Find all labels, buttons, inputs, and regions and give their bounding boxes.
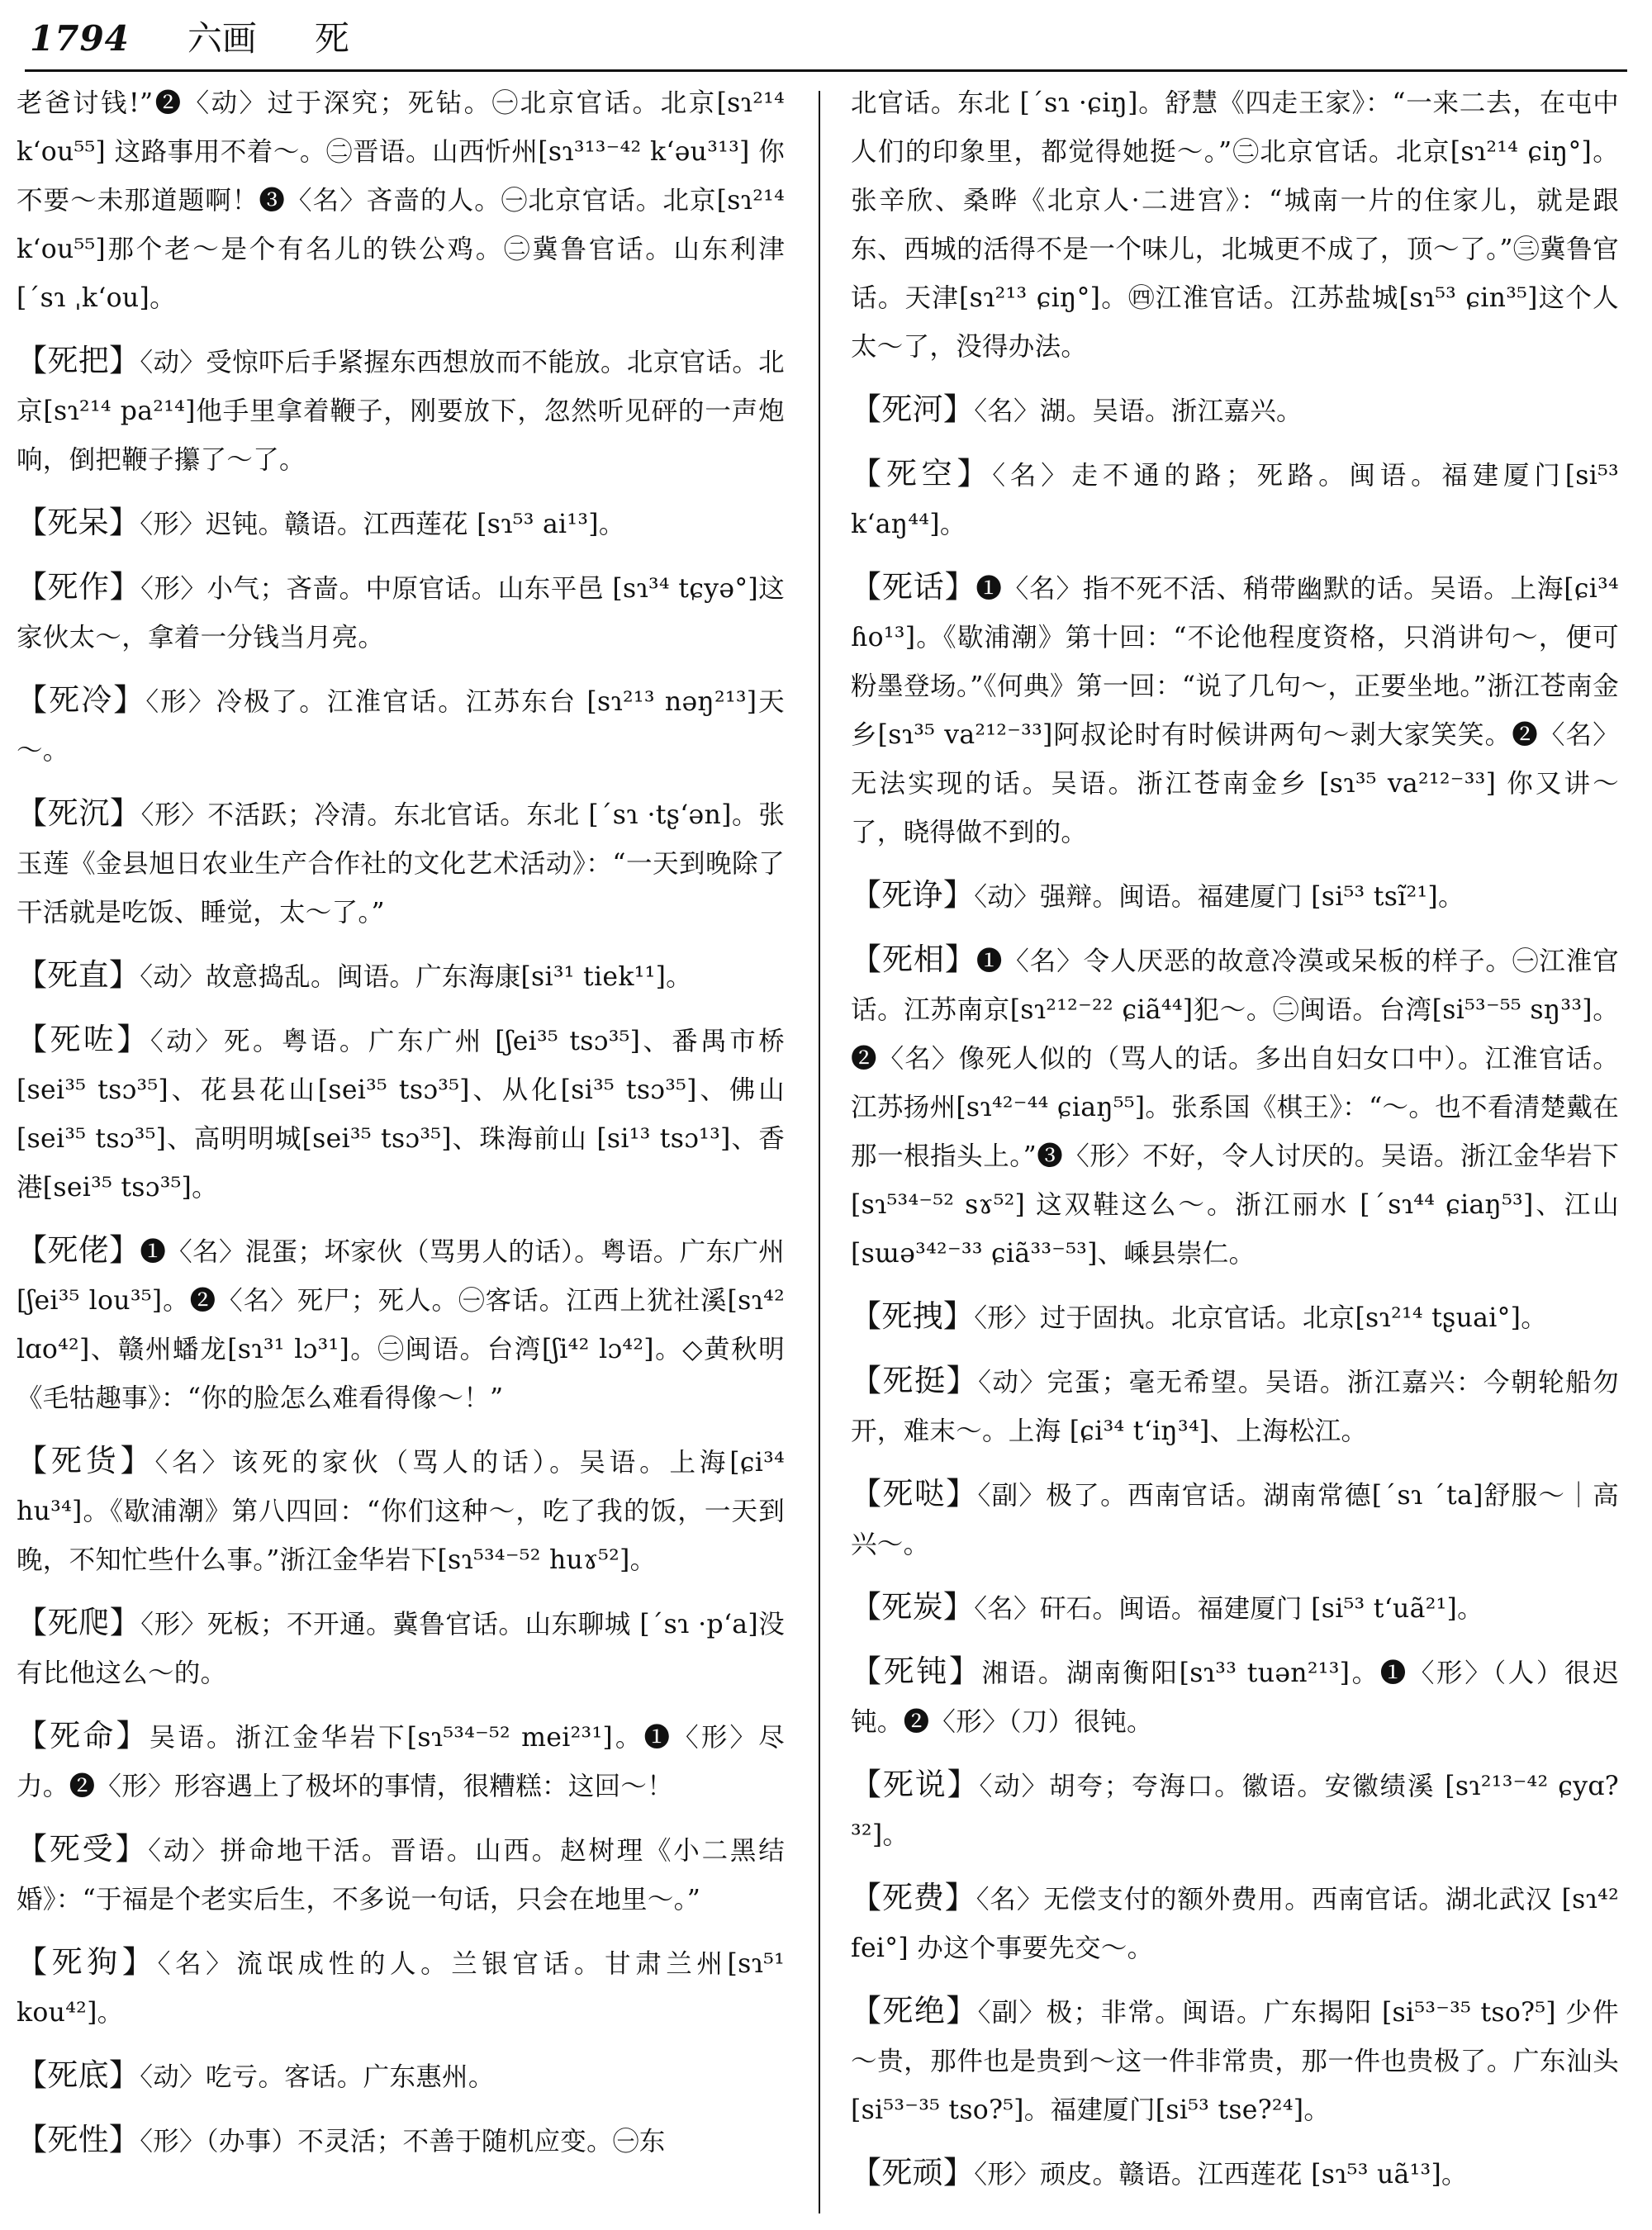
entry-definition: 〈名〉矸石。闽语。福建厦门 [si⁵³ tʻuã²¹]。 [974,1594,1483,1624]
entry-headword: 【死作】 [17,569,141,605]
entry-definition: 老爸讨钱!”❷〈动〉过于深究；死钻。㊀北京官话。北京[sɿ²¹⁴ kʻou⁵⁵] 这路事用不着～。㊁晋语。山西忻州[sɿ³¹³⁻⁴² kʻəu³¹³] 你不要～未那道题啊！❸〈名〉吝啬的人。㊀北京官话。北京[sɿ²¹⁴ kʻou⁵⁵]那个老～是个有名儿的铁公鸡。㊁冀鲁官话。山东利津[ˊsɿ ˌkʻou]。 [17,88,785,313]
entry-definition: 〈动〉死。粤语。广东广州 [ʃei³⁵ tsɔ³⁵]、番禺市桥[sei³⁵ tsɔ³⁵]、花县花山[sei³⁵ tsɔ³⁵]、从化[si³⁵ tsɔ³⁵]、佛山[sei³⁵ tsɔ³⁵]、高明明城[sei³⁵ tsɔ³⁵]、珠海前山 [si¹³ tsɔ¹³]、香港[sei³⁵ tsɔ³⁵]。 [17,1027,786,1203]
entry-definition: 〈名〉湖。吴语。浙江嘉兴。 [974,396,1303,426]
entry-headword: 【死顽】 [851,2155,975,2190]
dictionary-entry [851,1760,1619,1860]
entry-headword: 【死说】 [851,1767,980,1802]
entry-headword: 【死冷】 [17,682,146,718]
entry-headword: 【死相】 [851,942,976,977]
column-divider [819,91,820,2213]
dictionary-entry [17,1824,785,1924]
entry-headword: 【死狗】 [17,1944,158,1980]
entry-definition: 〈动〉吃亏。客话。广东惠州。 [140,2062,495,2092]
dictionary-entry [17,1436,785,1585]
entry-headword: 【死钝】 [851,1654,982,1689]
dictionary-entry [851,1469,1619,1569]
entry-definition: 〈动〉完蛋；毫无希望。吴语。浙江嘉兴：今朝轮船勿开，难末～。上海 [ɕi³⁴ tʻiŋ³⁴]、上海松江。 [851,1368,1619,1446]
dictionary-entry [17,498,785,549]
entry-headword: 【死费】 [851,1880,976,1915]
entry-continuation [17,79,785,323]
dictionary-entry [851,385,1619,436]
page-header [30,15,1616,63]
entry-definition: 〈动〉拼命地干活。晋语。山西。赵树理《小二黑结婚》：“于福是个老实后生，不多说一句话，只会在地里～。” [17,1836,786,1914]
entry-continuation [851,79,1619,372]
entry-headword: 【死性】 [17,2122,140,2157]
dictionary-entry [851,2148,1619,2199]
dictionary-entry [851,1873,1619,1973]
entry-definition: 吴语。浙江金华岩下[sɿ⁵³⁴⁻⁵² mei²³¹]。❶〈形〉尽力。❷〈形〉形容遇上了极坏的事情，很糟糕：这回～！ [17,1723,785,1801]
entry-definition: 〈形〉过于固执。北京官话。北京[sɿ²¹⁴ tʂuai°]。 [974,1303,1548,1333]
entry-headword: 【死挺】 [851,1363,979,1398]
entry-definition: 〈名〉走不通的路；死路。闽语。福建厦门[si⁵³ kʻaŋ⁴⁴]。 [851,461,1619,539]
entry-definition: 〈形〉（办事）不灵活；不善于随机应变。㊀东 [140,2127,666,2156]
page-number: 1794 [30,18,130,59]
head-character: 死 [314,18,349,59]
entry-definition: 〈形〉冷极了。江淮官话。江苏东台 [sɿ²¹³ nəŋ²¹³]天～。 [17,687,785,766]
header-rule [25,69,1627,72]
entry-headword: 【死空】 [851,456,993,491]
dictionary-entry [17,1711,785,1811]
dictionary-entry [851,871,1619,922]
right-column [851,79,1619,2213]
entry-headword: 【死炭】 [851,1589,975,1625]
entry-headword: 【死货】 [17,1443,155,1478]
dictionary-entry [17,951,785,1002]
dictionary-entry [17,1598,785,1698]
entry-headword: 【死绝】 [851,1993,978,2028]
entry-definition: 〈名〉该死的家伙（骂人的话）。吴语。上海[ɕi³⁴ hu³⁴]。《歇浦潮》第八四回：“你们这种～，吃了我的饭，一天到晚，不知忙些什么事。”浙江金华岩下[sɿ⁵³⁴⁻⁵² huɤ⁵²]。 [17,1448,786,1575]
entry-headword: 【死咗】 [17,1022,150,1057]
left-column [17,79,785,2180]
entry-headword: 【死呆】 [17,505,140,540]
entry-headword: 【死命】 [17,1718,150,1753]
dictionary-entry [851,449,1619,549]
entry-definition: 〈名〉无偿支付的额外费用。西南官话。湖北武汉 [sɿ⁴² fei°] 办这个事要先交～。 [851,1885,1619,1963]
entry-headword: 【死拽】 [851,1298,975,1334]
entry-definition: ❶〈名〉混蛋；坏家伙（骂男人的话）。粤语。广东广州[ʃei³⁵ lou³⁵]。❷〈名〉死尸；死人。㊀客话。江西上犹社溪[sɿ⁴² lɑo⁴²]、赣州蟠龙[sɿ³¹ lɔ³¹]。㊁闽语。台湾[ʃi⁴² lɔ⁴²]。◇黄秋明《毛牯趣事》：“你的脸怎么难看得像～！” [17,1237,785,1413]
dictionary-entry [17,1226,785,1423]
dictionary-entry [851,935,1619,1279]
entry-definition: 〈形〉不活跃；冷清。东北官话。东北 [ˊsɿ ·tʂʻən]。张玉莲《金县旭日农业生产合作社的文化艺术活动》：“一天到晚除了干活就是吃饭、睡觉，太～了。” [17,800,785,928]
entry-headword: 【死佬】 [17,1232,140,1268]
entry-definition: 〈名〉流氓成性的人。兰银官话。甘肃兰州[sɿ⁵¹ kou⁴²]。 [17,1949,786,2028]
entry-definition: 北官话。东北 [ˊsɿ ·ɕiŋ]。舒慧《四走王家》：“一来二去，在屯中人们的印象里，都觉得她挺～。”㊁北京官话。北京[sɿ²¹⁴ ɕiŋ°]。张辛欣、桑晔《北京人·二进宫》：“城南一片的住家儿，就是跟东、西城的活得不是一个味儿，北城更不成了，顶～了。”㊂冀鲁官话。天津[sɿ²¹³ ɕiŋ°]。㊃江淮官话。江苏盐城[sɿ⁵³ ɕin³⁵]这个人太～了，没得办法。 [851,88,1619,362]
entry-definition: 〈形〉迟钝。赣语。江西莲花 [sɿ⁵³ ai¹³]。 [140,510,625,539]
entry-definition: 〈副〉极了。西南官话。湖南常德[ˊsɿ ˊta]舒服～｜高兴～。 [851,1481,1620,1559]
dictionary-entry [851,562,1619,857]
entry-definition: 湘语。湖南衡阳[sɿ³³ tuən²¹³]。❶〈形〉（人）很迟钝。❷〈形〉（刀）很钝。 [851,1658,1619,1737]
dictionary-entry [17,1938,785,2038]
dictionary-entry [17,2115,785,2166]
entry-definition: 〈形〉小气；吝啬。中原官话。山东平邑 [sɿ³⁴ tɕyə°]这家伙太～，拿着一分钱当月亮。 [17,574,785,652]
entry-headword: 【死把】 [17,343,140,378]
stroke-section: 六画 [187,18,257,59]
entry-headword: 【死底】 [17,2057,140,2093]
entry-definition: ❶〈名〉指不死不活、稍带幽默的话。吴语。上海[ɕi³⁴ ɦo¹³]。《歇浦潮》第十回：“不论他程度资格，只消讲句～，便可粉墨登场。”《何典》第一回：“说了几句～，正要坐地。”浙江苍南金乡[sɿ³⁵ va²¹²⁻³³]阿叔论时有时候讲两句～剥大家笑笑。❷〈名〉无法实现的话。吴语。浙江苍南金乡 [sɿ³⁵ va²¹²⁻³³] 你又讲～了，晓得做不到的。 [851,574,1619,847]
entry-definition: 〈形〉死板；不开通。冀鲁官话。山东聊城 [ˊsɿ ·pʻa]没有比他这么～的。 [17,1610,785,1688]
entry-headword: 【死河】 [851,391,975,427]
dictionary-entry [17,336,785,485]
dictionary-entry [851,1582,1619,1634]
entry-definition: 〈副〉极；非常。闽语。广东揭阳 [si⁵³⁻³⁵ tso?⁵] 少件～贵，那件也是贵到～这一件非常贵，那一件也贵极了。广东汕头[si⁵³⁻³⁵ tso?⁵]。福建厦门[si⁵³ tse?²⁴]。 [851,1998,1619,2125]
entry-headword: 【死哒】 [851,1476,978,1511]
dictionary-entry [851,1986,1619,2135]
entry-headword: 【死直】 [17,957,140,993]
entry-definition: 〈动〉受惊吓后手紧握东西想放而不能放。北京官话。北京[sɿ²¹⁴ pa²¹⁴]他手里拿着鞭子，刚要放下，忽然听见砰的一声炮响，倒把鞭子攥了～了。 [17,348,785,475]
entry-headword: 【死沉】 [17,795,141,831]
dictionary-entry [851,1292,1619,1343]
dictionary-entry [17,789,785,937]
entry-headword: 【死爬】 [17,1605,141,1640]
dictionary-entry [17,676,785,776]
entry-definition: 〈动〉胡夸；夸海口。徽语。安徽绩溪 [sɿ²¹³⁻⁴² ɕyɑ?³²]。 [851,1772,1619,1850]
dictionary-entry [851,1647,1619,1747]
entry-definition: 〈形〉顽皮。赣语。江西莲花 [sɿ⁵³ uã¹³]。 [974,2160,1468,2190]
dictionary-entry [17,1015,785,1212]
entry-headword: 【死诤】 [851,877,975,913]
entry-headword: 【死话】 [851,569,976,605]
dictionary-entry [851,1356,1619,1456]
entry-definition: 〈动〉强辩。闽语。福建厦门 [si⁵³ tsĩ²¹]。 [974,882,1464,912]
dictionary-entry [17,2051,785,2102]
entry-definition: ❶〈名〉令人厌恶的故意冷漠或呆板的样子。㊀江淮官话。江苏南京[sɿ²¹²⁻²² ɕiã⁴⁴]犯～。㊁闽语。台湾[si⁵³⁻⁵⁵ sŋ³³]。❷〈名〉像死人似的（骂人的话。多出自妇女口中）。江淮官话。江苏扬州[sɿ⁴²⁻⁴⁴ ɕiaŋ⁵⁵]。张系国《棋王》：“～。也不看清楚戴在那一根指头上。”❸〈形〉不好，令人讨厌的。吴语。浙江金华岩下[sɿ⁵³⁴⁻⁵² sɤ⁵²] 这双鞋这么～。浙江丽水 [ˊsɿ⁴⁴ ɕiaŋ⁵³]、江山[sɯə³⁴²⁻³³ ɕiã³³⁻⁵³]、嵊县崇仁。 [851,947,1620,1269]
entry-definition: 〈动〉故意捣乱。闽语。广东海康[si³¹ tiek¹¹]。 [140,962,692,992]
entry-headword: 【死受】 [17,1831,149,1867]
dictionary-entry [17,562,785,662]
